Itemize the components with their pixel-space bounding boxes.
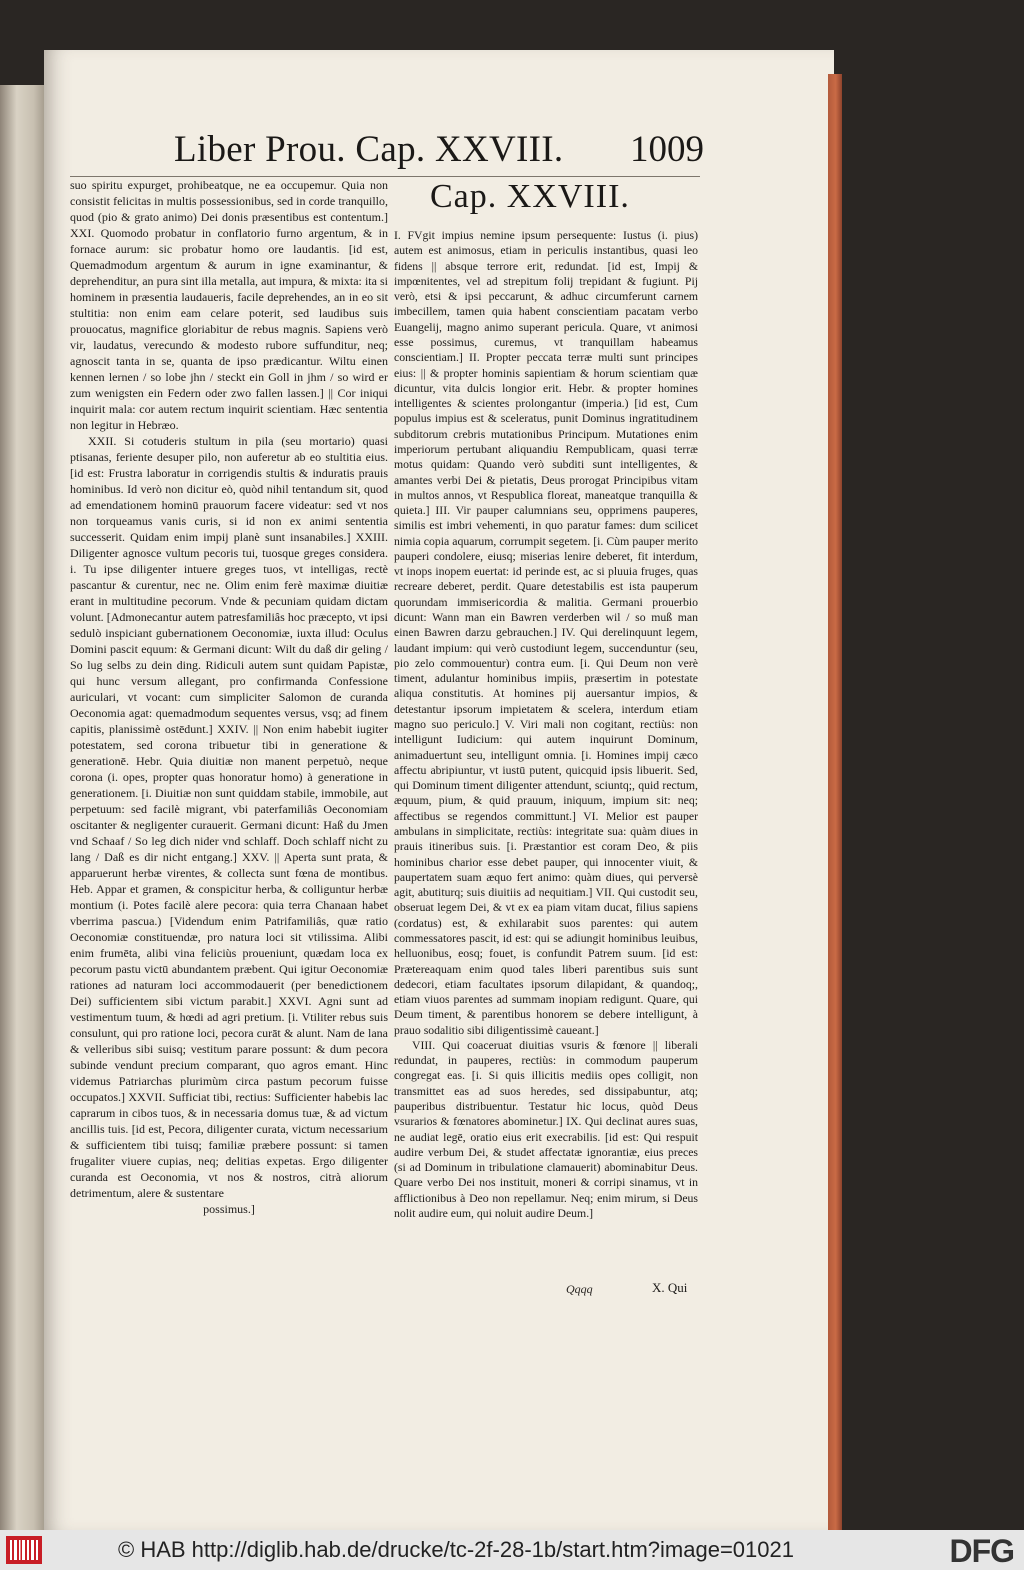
left-paragraph-tail: possimus.] [203, 1202, 255, 1216]
catchword: X. Qui [652, 1280, 688, 1295]
left-paragraph: suo spiritu expurget, prohibeatque, ne ea occupemur. Quia non consistit felicitas in multis possessionibus, sed in corde tranquillo, quod (pio & grato animo) Dei donis præsentibus est contentum.] XXI. Quomodo probatur in conflatorio furno argentum, & in fornace aurum: sic probatur homo ore laudantis. [id est, Quemadmodum argentum & aurum in igne examinantur, & deprehenditur, an pura sint illa metalla, aut impura, & mixta: ita si hominem in præsentia laudaueris, facile deprehendes, an in eo sit stultitia: non enim eam celare poterit, sed laudibus suis prouocatus, magnifice gloriabitur de rebus magnis. Sapiens verò vir, laudatus, verecundo & modesto rubore suffunditur, neq; agnoscit tanta in se, quanta de ipso prædicantur. Wiltu einen kennen lernen / so lobe jhn / steckt ein Goll in jhm / so wird er zum wenigsten ein Federn oder zwo fallen lassen.] || Cor iniqui inquirit mala: cor autem rectum inquirit scientiam. Hæc sententia non legitur in Hebræo. [70, 178, 388, 432]
chapter-heading: Cap. XXVIII. [430, 178, 630, 215]
footer-source-link[interactable]: © HAB http://diglib.hab.de/drucke/tc-2f-28-1b/start.htm?image=01021 [118, 1537, 794, 1562]
right-column [394, 228, 698, 1221]
left-paragraph: XXII. Si cotuderis stultum in pila (seu mortario) quasi ptisanas, feriente desuper pilo, non auferetur ab eo stultitia eius. [id est: Frustra laboratur in corrigendis stultis & induratis prauis hominibus. Id verò non dicitur eò, quòd nihil tentandum sit, quod ad emendationem hominū prauorum facere videatur: sed vt nos non torqueamus vanis curis, si id non ex animi sententia successerit. Quidam enim impij planè sunt insanabiles.] XXIII. Diligenter agnosce vultum pecoris tui, tuosque greges considera. i. Tu ipse diligenter intuere greges tuos, vt intelligas, rectè pascantur & curentur, nec ne. Olim enim ferè maximæ diuitiæ erant in multitudine pecorum. Vnde & pecuniam quidam dictam volunt. [Admonecantur autem patresfamiliâs hoc præcepto, vt ipsi sedulò inspiciant gubernationem Oeconomiæ, iuxta illud: Oculus Domini pascit equum: & Germani dicunt: Wilt du daß dir geling / So lug selbs zu dein ding. Ridiculi autem sunt quidam Papistæ, qui hunc versum allegant, pro confirmanda Confessione auriculari, vt vocant: cum simpliciter Salomon de curanda Oeconomia agat: quemadmodum sequentes versus, vsq; ad finem capitis, planissimè ostēdunt.] XXIV. || Non enim habebit iugiter potestatem, sed corona tribuetur tibi in generatione & generationē. Hebr. Quia diuitiæ non manent perpetuò, neque corona (i. opes, propter quas honoratur homo) à generatione in generationem. [i. Diuitiæ non sunt quiddam stabile, immobile, aut perpetuum: sed facilè migrant, vbi paterfamiliâs Oeconomiam oscitanter & negligenter curauerit. Germani dicunt: Haß du Jmen vnd Schaaf / So leg dich nider vnd schlaff. Doch schlaff nicht zu lang / Daß es dir nicht entgang.] XXV. || Aperta sunt prata, & apparuerunt herbæ virentes, & collecta sunt fœna de montibus. Heb. Appar et gramen, & conspicitur herba, & colliguntur herbæ montium (i. Potes facilè alere pecora: quia terra Chanaan habet vberrima pascua.) [Videndum enim Patrifamiliâs, quæ ratio Oeconomiæ constituendæ, pro natura loci sit vtilissima. Alibi enim frumēta, alibi vina feliciùs proueniunt, quædam loca ex pecorum pastu victū abundantem præbent. Qui igitur Oeconomiæ rationes ad naturam loci accommodauerit (per benedictionem Dei) sufficientem sibi victum parabit.] XXVI. Agni sunt ad vestimentum tuum, & hœdi ad agri pretium. [i. Vtiliter rebus suis consulunt, qui pro ratione loci, pecora curāt & alunt. Nam de lana & velleribus sibi suisq; vestitum parare possunt: & dum pecora subinde vendunt precium comparant, quo agros emant. Hinc videmus Patriarchas plurimùm circa pastum pecorum fuisse occupatos.] XXVII. Sufficiat tibi, rectius: Sufficienter habebis lac caprarum in cibos tuos, & in necessaria domus tuæ, & ad victum ancillis tuis. [id est, Pecora, diligenter curata, victum necessarium & sufficientem tibi tuisq; familiæ præbere possunt: si tamen frugaliter viuere cupias, neq; delitias expetas. Ergo diligenter curanda est Oeconomia, vt nos & nostros, citrà aliorum detrimentum, alere & sustentare [70, 434, 388, 1200]
right-paragraph: VIII. Qui coaceruat diuitias vsuris & fœnore || liberali redundat, in pauperes, rectiùs: in commodum pauperum congregat eas. [i. Si quis illicitis mediis opes colligit, non transmittet eas ad suos heredes, sed dissipabuntur, atq; pauperibus distribuentur. Testatur hic locus, quòd Deus vsurarios & fœnatores abominetur.] IX. Qui declinat aures suas, ne audiat legē, oratio eius erit execrabilis. [id est: Qui respuit audire verbum Dei, & studet affectatæ ignorantiæ, eius preces (si ad Dominum in tribulatione clamauerit) abominabitur Deus. Quare verbo Dei nos instituit, moneri & corripi sinamus, vt in afflictionibus à Deo non repellamur. Neq; enim mirum, si Deus nolit audire eum, qui noluit audire Deum.] [394, 1038, 698, 1220]
page-number: 1009 [630, 129, 704, 170]
dfg-logo: DFG [949, 1533, 1014, 1569]
running-head-title: Liber Prou. Cap. XXVIII. [174, 129, 564, 170]
left-page-edge [0, 85, 48, 1530]
running-head [174, 128, 704, 180]
right-paragraph: I. FVgit impius nemine ipsum persequente: Iustus (i. pius) autem est animosus, etiam in periculis instantibus, quasi leo fidens || absque terrore erit, redundat. [id est, Impij & impœnitentes, vel ad strepitum folij trepidant & fugiunt. Pij verò, etsi & ipsi peccarunt, & adhuc circumferunt carnem imbecillem, tamen quia habent conscientiam pacatam verbo Euangelij, magno animo superant pericula. Quare, vt animosi esse possimus, curemus, vt tranquillam habeamus conscientiam.] II. Propter peccata terræ multi sunt principes eius: || & propter hominis sapientiam & horum scientiam quæ dicuntur, vita dulcis longior erit. Hebr. & propter homines intelligentes & scientes prolongantur (imperia.) [id est, Cum populus impius est & sceleratus, punit Dominus ingratitudinem subditorum crebris mutationibus Principum. Mutationes enim imperiorum pertubant aliquandiu Rempublicam, quasi terræ motus quidam: Quando verò subditi sunt intelligentes, & amantes verbi Dei & pietatis, Deus prorogat Principibus vitam in multos annos, vt Respublica floreat, maneatque tranquilla & quieta.] III. Vir pauper calumnians seu, opprimens pauperes, similis est imbri vehementi, in quo paratur fames: dum scilicet nimia copia aquarum, corrumpit segetem. [i. Cùm pauper merito pauperi condolere, eiusq; miserias lenire deberet, fit interdum, vt inops inopem euertat: id perinde est, ac si pluuia fruges, quas recreare deberet, perdit. Quare detestabilis est ista pauperum quorundam immisericordia & malitia. Germani prouerbio dicunt: Wann man ein Bawren verderben wil / so muß man einen Bawren darzu gebrauchen.] IV. Qui derelinquunt legem, laudant impium: qui verò custodiunt legem, succenduntur (seu, pio zelo commouentur) contra eum. [i. Qui Deum non verè timent, adulantur hominibus impiis, præsertim in potestate aliqua constitutis. At homines pij auersantur impios, & detestantur ipsorum impietatem & scelera, interdum etiam magno suo periculo.] V. Viri mali non cogitant, rectiùs: non intelligunt Iudicium: qui autem inquirunt Dominum, animaduertunt seu, intelligunt omnia. [i. Homines impij cæco affectu abripiuntur, vt iustū putent, quicquid ipsis libuerit. Sed, qui Dominum timent diligenter attendunt, sciuntq;, quid rectum, æquum, pium, & quid prauum, iniquum, impium sit: neq; affectibus se regendos committunt.] VI. Melior est pauper ambulans in simplicitate, rectiùs: integritate sua: quàm diues in prauis itineribus suis. [i. Præstantior est coram Deo, & piis hominibus charior esse debet pauper, qui innocenter viuit, & paupertatem suam æquo fert animo: quàm diues, qui perversè agit, abutiturq; suis diuitiis ad nequitiam.] VII. Qui custodit seu, obseruat legem Dei, & vt ex ea piam vitam ducat, filius sapiens (cordatus) est, & exhilarabit suos parentes: qui autem commessatores pascit, id est: qui se adiungit hominibus leuibus, helluonibus, eosq; fouet, is confundit Patrem suum. [id est: Prætereaquam enim quod tales liberi parentibus suis sunt dedecori, etiam facultates ipsorum dilapidant, & quandoq;, etiam viuos parentes ad summam inopiam redigunt. Quare, qui Deum timent, & parentibus honorem se debere intelligunt, à prauo sodalitio sibi diligentissimè caueant.] [394, 229, 698, 1037]
left-column [70, 177, 388, 1217]
footer-bar [0, 1530, 1024, 1570]
red-page-edge [828, 74, 842, 1530]
signature-mark: Qqqq [566, 1282, 593, 1296]
hab-barcode-icon [6, 1536, 42, 1564]
